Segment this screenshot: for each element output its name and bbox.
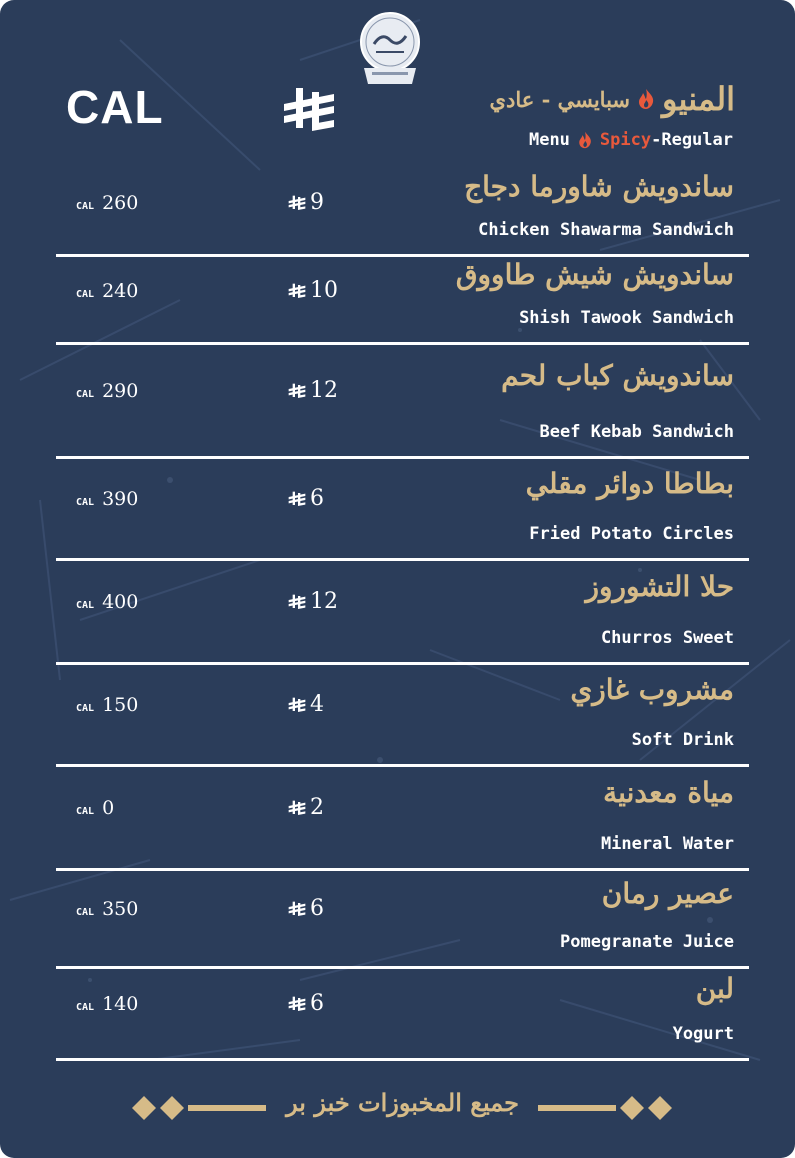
price-value: 12 — [310, 378, 338, 403]
calories-column-header: CAL — [66, 81, 164, 133]
price — [288, 486, 324, 511]
item-name-english: Chicken Shawarma Sandwich — [478, 220, 734, 240]
item-name-english: Soft Drink — [631, 730, 734, 750]
price — [288, 692, 324, 717]
price — [288, 378, 338, 403]
calories-value: 290 — [102, 380, 139, 402]
calories — [76, 380, 138, 402]
calories-unit: CAL — [76, 497, 95, 508]
item-name-arabic: بطاطا دوائر مقلي — [525, 467, 734, 500]
menu-item-row — [56, 870, 749, 966]
price-value: 6 — [310, 486, 324, 511]
price-value: 6 — [310, 991, 324, 1016]
saudi-riyal-icon — [288, 697, 306, 713]
menu-item-row — [56, 256, 749, 342]
price — [288, 589, 338, 614]
price-value: 10 — [310, 278, 338, 303]
calories — [76, 993, 138, 1015]
menu-item-row — [56, 344, 749, 456]
calories-unit: CAL — [76, 600, 95, 611]
saudi-riyal-icon — [288, 195, 306, 211]
calories — [76, 797, 114, 819]
calories-unit: CAL — [76, 1002, 95, 1013]
item-name-arabic: مياة معدنية — [603, 776, 734, 809]
calories-unit: CAL — [76, 703, 95, 714]
item-name-arabic: ساندويش شيش طاووق — [455, 258, 734, 291]
calories — [76, 898, 138, 920]
saudi-riyal-icon — [288, 283, 306, 299]
price-value: 6 — [310, 896, 324, 921]
calories — [76, 488, 138, 510]
price-value: 4 — [310, 692, 324, 717]
calories-value: 350 — [102, 898, 139, 920]
menu-item-row — [56, 766, 749, 868]
menu-title-ar: المنيو — [662, 80, 735, 118]
calories-value: 260 — [102, 192, 139, 214]
menu-title-arabic — [490, 80, 735, 118]
brand-logo — [358, 10, 422, 96]
price — [288, 896, 324, 921]
saudi-riyal-icon — [288, 594, 306, 610]
calories — [76, 591, 138, 613]
item-name-english: Mineral Water — [600, 834, 734, 854]
menu-item-row — [56, 968, 749, 1058]
price-value: 9 — [310, 190, 324, 215]
menu-item-row — [56, 458, 749, 558]
item-name-english: Pomegranate Juice — [560, 932, 734, 952]
menu-item-row — [56, 168, 749, 254]
saudi-riyal-icon — [288, 800, 306, 816]
saudi-riyal-icon — [288, 491, 306, 507]
item-name-arabic: عصير رمان — [601, 877, 734, 910]
calories — [76, 694, 138, 716]
calories-unit: CAL — [76, 289, 95, 300]
item-name-english: Churros Sweet — [600, 628, 734, 648]
item-name-english: Beef Kebab Sandwich — [539, 422, 734, 442]
footer-note: جميع المخبوزات خبز بر — [286, 1088, 519, 1117]
price — [288, 991, 324, 1016]
item-name-arabic: ساندويش كباب لحم — [501, 359, 734, 392]
price — [288, 795, 324, 820]
calories-value: 150 — [102, 694, 139, 716]
item-name-arabic: ساندويش شاورما دجاج — [464, 170, 734, 203]
price-value: 12 — [310, 589, 338, 614]
item-name-english: Fried Potato Circles — [529, 524, 734, 544]
menu-title-en: Menu — [528, 130, 570, 150]
calories-unit: CAL — [76, 201, 95, 212]
flame-icon — [576, 131, 594, 149]
spicy-label-en: Spicy — [599, 130, 652, 150]
regular-label-en: -Regular — [651, 130, 733, 150]
calories-value: 0 — [102, 797, 115, 819]
flame-icon — [636, 88, 656, 110]
saudi-riyal-icon — [288, 383, 306, 399]
saudi-riyal-icon — [288, 901, 306, 917]
calories-unit: CAL — [76, 907, 95, 918]
calories-value: 390 — [102, 488, 139, 510]
calories — [76, 280, 138, 302]
price — [288, 190, 324, 215]
saudi-riyal-icon — [282, 86, 336, 134]
item-name-arabic: حلا التشوروز — [585, 570, 734, 603]
row-divider — [56, 1058, 749, 1061]
spicy-regular-ar: سبايسي - عادي — [489, 86, 631, 112]
item-name-arabic: لبن — [695, 972, 734, 1005]
calories — [76, 192, 138, 214]
price-value: 2 — [310, 795, 324, 820]
calories-value: 140 — [102, 993, 139, 1015]
menu-item-row — [56, 664, 749, 764]
calories-unit: CAL — [76, 806, 95, 817]
calories-unit: CAL — [76, 389, 95, 400]
item-name-arabic: مشروب غازي — [570, 673, 734, 706]
item-name-english: Yogurt — [672, 1024, 734, 1044]
menu-title-english — [529, 130, 733, 150]
calories-value: 240 — [102, 280, 139, 302]
item-name-english: Shish Tawook Sandwich — [519, 308, 734, 328]
menu-item-row — [56, 560, 749, 662]
saudi-riyal-icon — [288, 996, 306, 1012]
calories-value: 400 — [102, 591, 139, 613]
price — [288, 278, 338, 303]
